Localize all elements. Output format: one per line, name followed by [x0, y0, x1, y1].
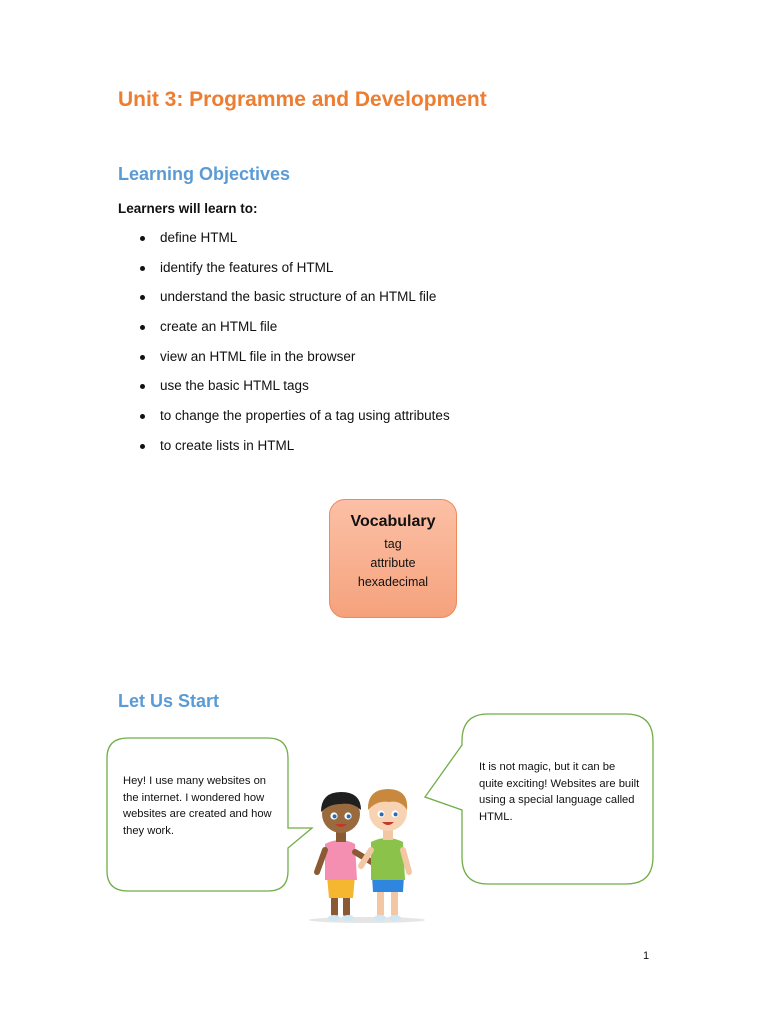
objectives-intro: Learners will learn to:: [118, 201, 258, 216]
speech-text-left: Hey! I use many websites on the internet. I wondered how websites are created and how they work.: [123, 775, 272, 837]
speech-text-right: It is not magic, but it can be quite exciting! Websites are built using a special language called HTML.: [479, 761, 640, 823]
kids-illustration: [305, 780, 435, 930]
objective-text: to change the properties of a tag using attributes: [160, 408, 450, 424]
objective-text: create an HTML file: [160, 319, 278, 335]
objective-text: view an HTML file in the browser: [160, 348, 356, 364]
vocabulary-term: attribute: [370, 556, 416, 570]
let-us-start-heading: Let Us Start: [118, 691, 220, 711]
vocabulary-title: Vocabulary: [350, 513, 436, 530]
objective-text: use the basic HTML tags: [160, 378, 309, 394]
learning-objectives-heading: Learning Objectives: [118, 164, 291, 184]
vocabulary-term: tag: [384, 537, 402, 551]
vocabulary-term: hexadecimal: [357, 575, 429, 589]
unit-title: Unit 3: Programme and Development: [118, 88, 487, 111]
page-number: 1: [643, 950, 650, 962]
objective-text: identify the features of HTML: [160, 259, 334, 275]
right-kid: [361, 789, 409, 921]
objective-text: define HTML: [160, 230, 238, 245]
ground-shadow: [309, 917, 425, 923]
objective-text: to create lists in HTML: [160, 437, 295, 453]
objective-text: understand the basic structure of an HTML file: [160, 289, 437, 305]
